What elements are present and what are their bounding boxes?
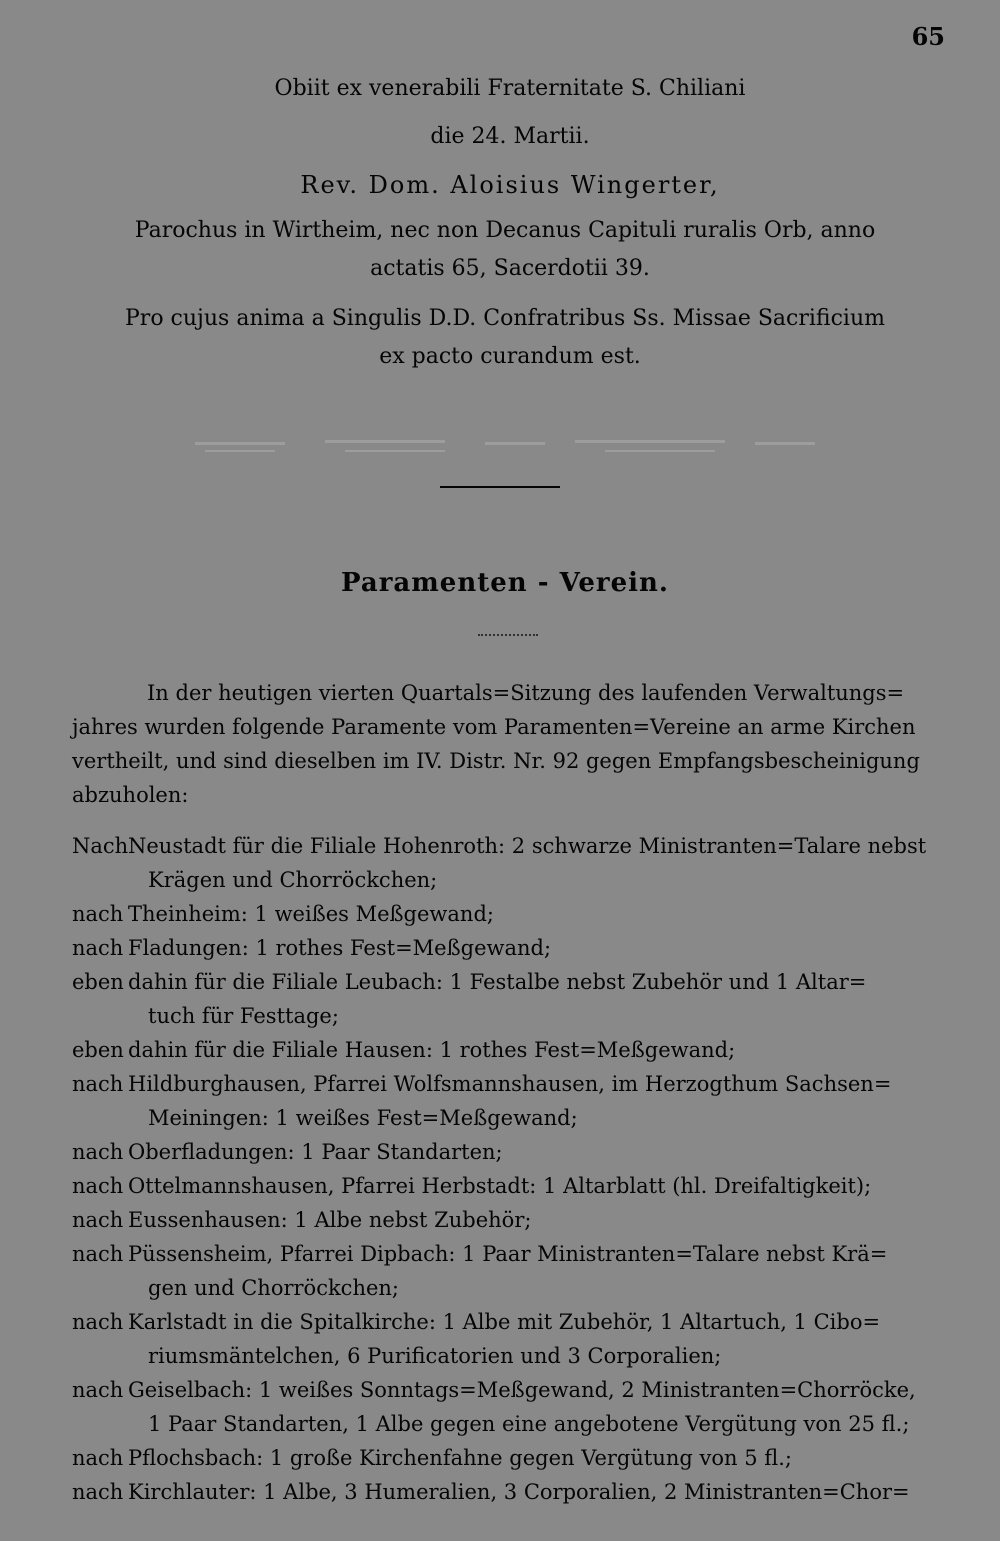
entry-text: Karlstadt in die Spitalkirche: 1 Albe mit Zubehör, 1 Altartuch, 1 Cibo=	[128, 1310, 881, 1334]
entry-text: Theinheim: 1 weißes Meßgewand;	[128, 902, 494, 926]
list-item	[72, 1169, 952, 1203]
entry-lead: nach	[72, 1208, 124, 1232]
entry-text: Kirchlauter: 1 Albe, 3 Humeralien, 3 Corporalien, 2 Ministranten=Chor=	[128, 1480, 910, 1504]
entry-lead: nach	[72, 902, 124, 926]
intro-line: In der heutigen vierten Quartals=Sitzung des laufenden Verwaltungs=	[147, 681, 905, 705]
list-item	[72, 1237, 952, 1305]
entry-text: Ottelmannshausen, Pfarrei Herbstadt: 1 Altarblatt (hl. Dreifaltigkeit);	[128, 1174, 872, 1198]
entry-lead: eben	[72, 1038, 124, 1062]
intro-line: abzuholen:	[72, 783, 189, 807]
obit-name: Rev. Dom. Aloisius Wingerter,	[300, 171, 720, 199]
list-item	[72, 1135, 952, 1169]
list-item	[72, 829, 952, 897]
entry-text: Geiselbach: 1 weißes Sonntags=Meßgewand, 2 Ministranten=Chorröcke,	[128, 1378, 916, 1402]
entry-text: Oberfladungen: 1 Paar Standarten;	[128, 1140, 503, 1164]
section-heading: Paramenten - Verein.	[341, 568, 669, 598]
entry-text: Hildburghausen, Pfarrei Wolfsmannshausen, im Herzogthum Sachsen=	[128, 1072, 892, 1096]
entry-lead: nach	[72, 1242, 124, 1266]
list-item	[72, 1441, 952, 1475]
entry-lead: nach	[72, 1072, 124, 1096]
bleed-through-marks	[185, 428, 825, 464]
entry-text: gen und Chorröckchen;	[148, 1276, 399, 1300]
ornament-divider	[478, 628, 538, 636]
list-item	[72, 965, 952, 1033]
entry-lead: nach	[72, 1378, 124, 1402]
entry-text: Meiningen: 1 weißes Fest=Meßgewand;	[148, 1106, 578, 1130]
entry-text: dahin für die Filiale Hausen: 1 rothes Fest=Meßgewand;	[128, 1038, 736, 1062]
entry-text: Krägen und Chorröckchen;	[148, 868, 438, 892]
entry-lead: nach	[72, 1480, 124, 1504]
list-item	[72, 1033, 952, 1067]
entry-text: Fladungen: 1 rothes Fest=Meßgewand;	[128, 936, 552, 960]
intro-paragraph	[72, 676, 952, 812]
obit-line: ex pacto curandum est.	[379, 344, 641, 369]
entry-lead: nach	[72, 1174, 124, 1198]
entry-text: 1 Paar Standarten, 1 Albe gegen eine angebotene Vergütung von 25 fl.;	[148, 1412, 910, 1436]
entry-lead: nach	[72, 1310, 124, 1334]
divider	[440, 486, 560, 488]
entry-text: Eussenhausen: 1 Albe nebst Zubehör;	[128, 1208, 532, 1232]
intro-line: vertheilt, und sind dieselben im IV. Distr. Nr. 92 gegen Empfangsbescheinigung	[72, 749, 920, 773]
obit-line: Parochus in Wirtheim, nec non Decanus Capituli ruralis Orb, anno	[134, 218, 876, 243]
entry-lead: nach	[72, 1140, 124, 1164]
distribution-list	[72, 829, 952, 1509]
intro-line: jahres wurden folgende Paramente vom Paramenten=Vereine an arme Kirchen	[72, 715, 916, 739]
list-item	[72, 897, 952, 931]
obit-date: die 24. Martii.	[430, 124, 590, 149]
entry-text: Neustadt für die Filiale Hohenroth: 2 schwarze Ministranten=Talare nebst	[128, 834, 927, 858]
page-number: 65	[911, 22, 945, 51]
entry-lead: Nach	[72, 834, 129, 858]
list-item	[72, 1373, 952, 1441]
list-item	[72, 1203, 952, 1237]
entry-text: Püssensheim, Pfarrei Dipbach: 1 Paar Ministranten=Talare nebst Krä=	[128, 1242, 888, 1266]
list-item	[72, 1067, 952, 1135]
entry-text: riumsmäntelchen, 6 Purificatorien und 3 Corporalien;	[148, 1344, 722, 1368]
list-item	[72, 1475, 952, 1509]
entry-lead: eben	[72, 970, 124, 994]
obit-line: Pro cujus anima a Singulis D.D. Confratribus Ss. Missae Sacrificium	[125, 306, 885, 331]
entry-text: tuch für Festtage;	[148, 1004, 339, 1028]
list-item	[72, 931, 952, 965]
obit-line: actatis 65, Sacerdotii 39.	[370, 256, 650, 281]
bleed-through-text	[185, 428, 825, 464]
entry-lead: nach	[72, 936, 124, 960]
entry-lead: nach	[72, 1446, 124, 1470]
obit-line: Obiit ex venerabili Fraternitate S. Chiliani	[274, 76, 746, 101]
entry-text: dahin für die Filiale Leubach: 1 Festalbe nebst Zubehör und 1 Altar=	[128, 970, 867, 994]
entry-text: Pflochsbach: 1 große Kirchenfahne gegen Vergütung von 5 fl.;	[128, 1446, 792, 1470]
list-item	[72, 1305, 952, 1373]
